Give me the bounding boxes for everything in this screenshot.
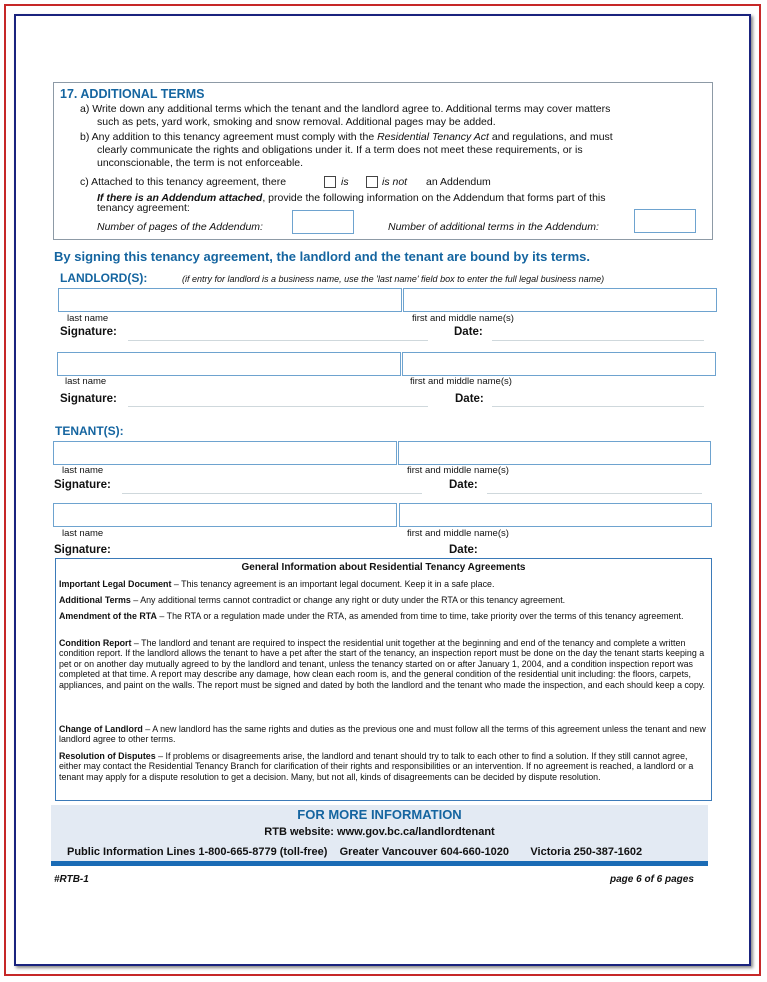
addendum-terms-input[interactable] — [634, 209, 696, 233]
tenant2-date-label: Date: — [449, 544, 478, 556]
landlord1-date-line[interactable] — [492, 340, 704, 341]
landlord2-signature-label: Signature: — [60, 393, 117, 405]
tenants-heading: TENANT(S): — [55, 424, 124, 438]
tenant1-signature-line[interactable] — [122, 493, 422, 494]
tenant1-last-name-label: last name — [62, 465, 104, 476]
landlord2-last-name-input[interactable] — [57, 352, 401, 376]
term-b-line2: clearly communicate the rights and obligations under it. If a term does not meet these requirements, or is — [97, 144, 583, 156]
landlord2-first-name-input[interactable] — [402, 352, 716, 376]
term-c-prefix: c) Attached to this tenancy agreement, there — [80, 176, 287, 188]
landlord1-signature-line[interactable] — [128, 340, 428, 341]
landlord1-date-label: Date: — [454, 326, 483, 338]
addendum-pages-label: Number of pages of the Addendum: — [97, 221, 263, 233]
addendum-is-not-label: is not — [382, 176, 408, 188]
tenant1-first-name-input[interactable] — [398, 441, 711, 465]
tenant1-first-name-label: first and middle name(s) — [407, 465, 509, 476]
addendum-pages-input[interactable] — [292, 210, 354, 234]
binding-statement: By signing this tenancy agreement, the landlord and the tenant are bound by its terms. — [54, 249, 590, 264]
general-information-title: General Information about Residential Tenancy Agreements — [241, 562, 526, 573]
rtb-website[interactable]: RTB website: www.gov.bc.ca/landlordtenant — [264, 826, 495, 838]
more-information-bar — [51, 861, 708, 866]
more-information-heading: FOR MORE INFORMATION — [297, 807, 462, 822]
landlord2-first-name-label: first and middle name(s) — [410, 376, 512, 387]
term-b-line3: unconscionable, the term is not enforceable. — [97, 157, 304, 169]
addendum-is-label: is — [341, 176, 349, 188]
term-b-line1: b) Any addition to this tenancy agreement must comply with the Residential Tenancy Act and regulations, and must — [80, 131, 613, 143]
landlord1-last-name-label: last name — [67, 313, 109, 324]
addendum-is-checkbox[interactable] — [324, 176, 336, 188]
tenant2-first-name-input[interactable] — [399, 503, 712, 527]
landlord2-date-line[interactable] — [492, 406, 704, 407]
term-c-suffix: an Addendum — [426, 176, 491, 188]
landlord1-signature-label: Signature: — [60, 326, 117, 338]
addendum-instruction: If there is an Addendum attached, provide the following information on the Addendum that forms part of this — [97, 192, 606, 204]
landlord1-first-name-label: first and middle name(s) — [412, 313, 514, 324]
landlord1-last-name-input[interactable] — [58, 288, 402, 312]
info-additional-terms: Additional Terms – Any additional terms cannot contradict or change any right or duty under the RTA or this tenancy agreement. — [59, 595, 566, 605]
tenant2-last-name-input[interactable] — [53, 503, 397, 527]
info-amendment-rta: Amendment of the RTA – The RTA or a regulation made under the RTA, as amended from time to time, take priority over the terms of this tenancy agreement. — [59, 611, 684, 621]
info-resolution-disputes: Resolution of Disputes – If problems or disagreements arise, the landlord and tenant should try to talk to each other to find a solution. If they still cannot agree, either may contact the Residential Tenancy Branch for clarification of their rights and responsibilities or an intervention. If no agreement is reached, a landlord or a tenant may apply for a dispute resolution to get a decision. Many, but not all, kinds of disagreements can be decided by dispute resolution. — [59, 751, 694, 782]
landlords-note: (if entry for landlord is a business name, use the 'last name' field box to enter the full legal business name) — [182, 274, 605, 284]
term-a-line1: a) Write down any additional terms which the tenant and the landlord agree to. Additional terms may cover matters — [80, 103, 611, 115]
tenant1-last-name-input[interactable] — [53, 441, 397, 465]
landlord2-last-name-label: last name — [65, 376, 107, 387]
general-information-box — [55, 558, 712, 801]
info-important-legal: Important Legal Document – This tenancy agreement is an important legal document. Keep it in a safe place. — [59, 579, 495, 589]
tenant1-signature-label: Signature: — [54, 479, 111, 491]
tenant1-date-line[interactable] — [487, 493, 702, 494]
addendum-terms-label: Number of additional terms in the Addendum: — [388, 221, 599, 233]
landlord2-date-label: Date: — [455, 393, 484, 405]
tenant1-date-label: Date: — [449, 479, 478, 491]
landlord2-signature-line[interactable] — [128, 406, 428, 407]
addendum-instruction-line2: tenancy agreement: — [97, 202, 190, 214]
form-id: #RTB-1 — [54, 874, 89, 885]
tenant2-signature-label: Signature: — [54, 544, 111, 556]
landlord1-first-name-input[interactable] — [403, 288, 717, 312]
tenant2-first-name-label: first and middle name(s) — [407, 528, 509, 539]
addendum-is-not-checkbox[interactable] — [366, 176, 378, 188]
landlords-heading: LANDLORD(S): — [60, 271, 148, 285]
page-number: page 6 of 6 pages — [610, 874, 694, 885]
public-information-lines: Public Information Lines 1-800-665-8779 (toll-free) Greater Vancouver 604-660-1020 Victoria 250-387-1602 — [67, 846, 643, 858]
tenant2-last-name-label: last name — [62, 528, 104, 539]
info-condition-report: Condition Report – The landlord and tenant are required to inspect the residential unit together at the beginning and end of the tenancy and complete a written condition report. If the landlord allows the tenant to have a pet after the start of the tenancy, an inspection report must be done on the day the tenant starts keeping a pet or on another day mutually agreed to by the landlord and tenant, unless the tenancy started on or after January 1, 2004, and a condition inspection report was completed at that time. A report may describe any damage, how clean each room is, and the general condition of the residential unit including: the floors, carpets, appliances, and paint on the walls. The report must be signed and dated by both the landlord and the tenant who made the inspection, and each should keep a copy. — [59, 638, 706, 690]
term-a-line2: such as pets, yard work, smoking and snow removal. Additional pages may be added. — [97, 116, 496, 128]
info-change-of-landlord: Change of Landlord – A new landlord has the same rights and duties as the previous one and must follow all the terms of this agreement unless the tenant and new landlord agree to other terms. — [59, 724, 706, 745]
section-17-title: 17. ADDITIONAL TERMS — [60, 87, 205, 101]
